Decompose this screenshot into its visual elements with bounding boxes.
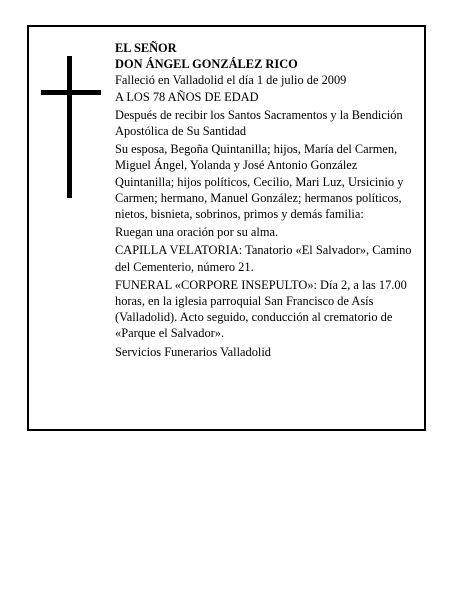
sacraments-text: Después de recibir los Santos Sacramentos y la Bendición Apostólica de Su Santidad (115, 107, 403, 139)
obituary-notice (27, 25, 426, 431)
deceased-name: DON ÁNGEL GONZÁLEZ RICO (115, 57, 298, 72)
death-date: Falleció en Valladolid el día 1 de julio de 2009 (115, 73, 347, 88)
age-at-death: A LOS 78 AÑOS DE EDAD (115, 89, 259, 104)
cross-vertical-bar (67, 56, 72, 198)
cross-icon (41, 56, 101, 198)
funeral-info: FUNERAL «CORPORE INSEPULTO»: Día 2, a las 17.00 horas, en la iglesia parroquial San Francisco de Asís (Valladolid). Acto seguido, conducción al crematorio de «Parque el Salvador». (115, 277, 407, 341)
obituary-text (115, 40, 415, 360)
funeral-services: Servicios Funerarios Valladolid (115, 344, 272, 359)
title-line-1: EL SEÑOR (115, 41, 177, 55)
cross-horizontal-bar (41, 90, 101, 95)
family-list: Su esposa, Begoña Quintanilla; hijos, María del Carmen, Miguel Ángel, Yolanda y José Antonio González Quintanilla; hijos políticos, Cecilio, Mari Luz, Ursicinio y Carmen; hermano, Manuel González; hermanos políticos, nietos, bisnieta, sobrinos, primos y demás familia: (115, 142, 404, 222)
prayer-request: Ruegan una oración por su alma. (115, 225, 279, 240)
chapel-info: CAPILLA VELATORIA: Tanatorio «El Salvador», Camino del Cementerio, número 21. (115, 243, 412, 274)
